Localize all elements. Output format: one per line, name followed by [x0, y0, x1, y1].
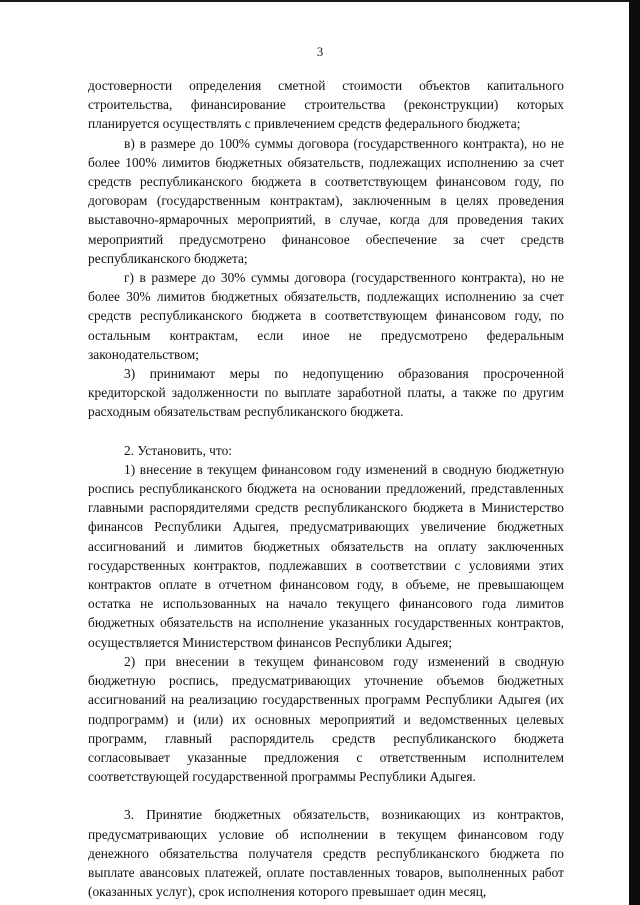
section-2-item-1: 1) внесение в текущем финансовом году изменений в сводную бюджетную роспись республиканского бюджета на основании предложений, представленных главными распорядителями средств республиканского бюджета в Министерство финансов Республики Адыгея, предусматривающих увеличение бюджетных ассигнований и лимитов бюджетных обязательств на оплату заключенных государственных контрактов, подлежавших в соответствии с условиями этих контрактов оплате в отчетном финансовом году, в объеме, не превышающем остатка не использованных на начало текущего финансового года лимитов бюджетных обязательств на исполнение указанных государственных контрактов, осуществляется Министерством финансов Республики Адыгея;	[88, 461, 564, 650]
document-body	[88, 76, 564, 901]
scan-top-edge	[0, 0, 640, 2]
section-2-heading: 2. Установить, что:	[124, 442, 232, 458]
paragraph-continuation: достоверности определения сметной стоимости объектов капитального строительства, финансирование строительства (реконструкции) которых планируется осуществлять с привлечением средств федерального бюджета;	[88, 78, 564, 132]
section-3-paragraph: 3. Принятие бюджетных обязательств, возникающих из контрактов, предусматривающих условие об исполнении в текущем финансовом году денежного обязательства получателя средств республиканского бюджета по выплате авансовых платежей, оплате поставленных товаров, выполненных работ (оказанных услуг), срок исполнения которого превышает один месяц,	[88, 807, 564, 900]
page-number: 3	[316, 44, 324, 59]
paragraph-item-3: 3) принимают меры по недопущению образования просроченной кредиторской задолженности по выплате заработной платы, а также по другим расходным обязательствам республиканского бюджета.	[88, 366, 564, 420]
paragraph-item-g: г) в размере до 30% суммы договора (государственного контракта), но не более 30% лимитов бюджетных обязательств, подлежащих исполнению за счет средств республиканского бюджета в соответствующем финансовом году, по остальным контрактам, если иное не предусмотрено федеральным законодательством;	[88, 270, 564, 362]
scan-right-edge	[629, 0, 640, 905]
section-2-item-2: 2) при внесении в текущем финансовом году изменений в сводную бюджетную роспись, предусматривающих уточнение объемов бюджетных ассигнований на реализацию государственных программ Республики Адыгея (их подпрограмм) и (или) их основных мероприятий и ведомственных целевых программ, главный распорядитель средств республиканского бюджета согласовывает указанные предложения с ответственным исполнителем соответствующей государственной программы Республики Адыгея.	[88, 653, 564, 785]
paragraph-item-v: в) в размере до 100% суммы договора (государственного контракта), но не более 100% лимитов бюджетных обязательств, подлежащих исполнению за счет средств республиканского бюджета в соответствующем финансовом году, по договорам (государственным контрактам), заключенным в целях проведения выставочно-ярмарочных мероприятий, в случае, когда для проведения таких мероприятий предусмотрено финансовое обеспечение за счет средств республиканского бюджета;	[88, 135, 564, 266]
